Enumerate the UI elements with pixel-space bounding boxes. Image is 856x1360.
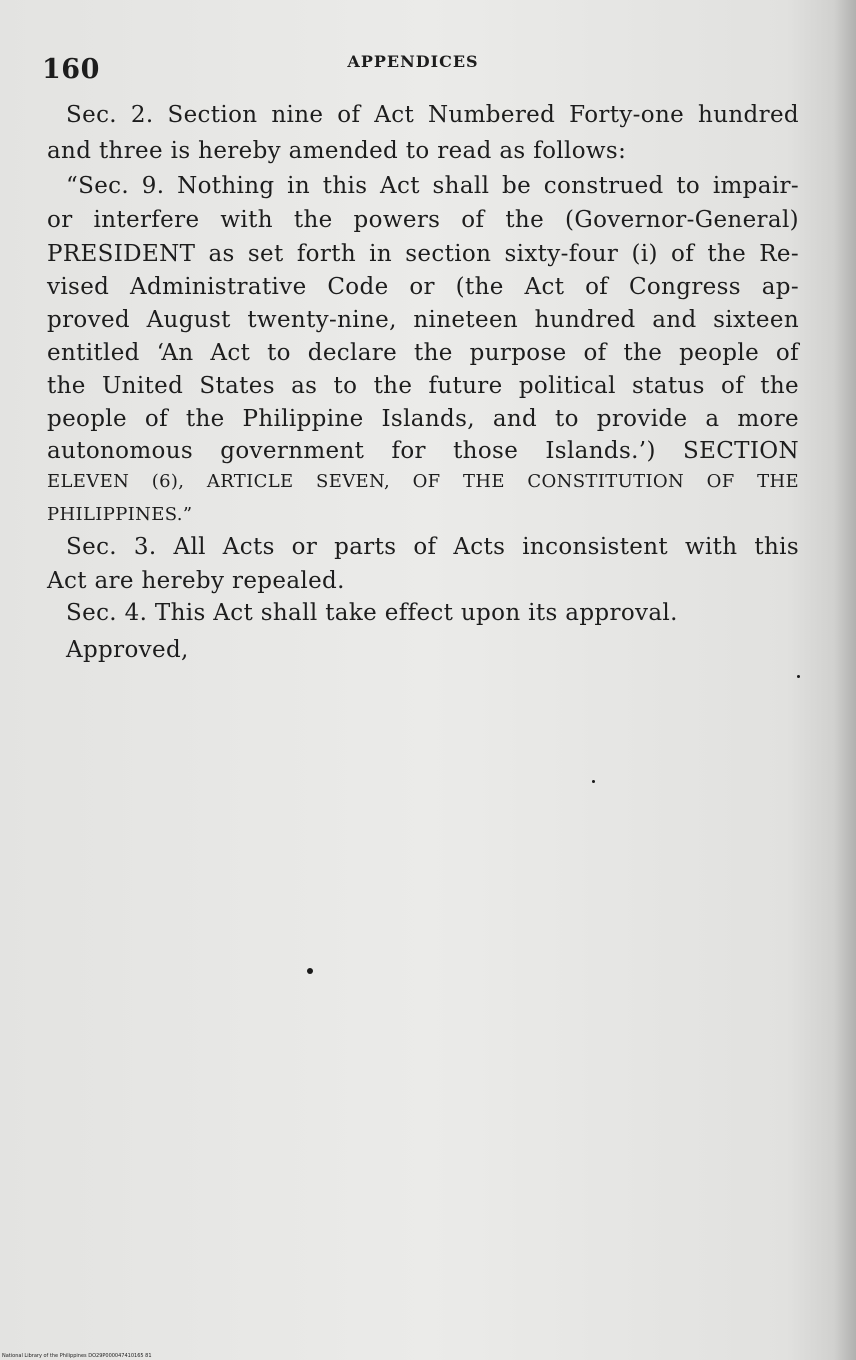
text-line: entitled ‘An Act to declare the purpose of the people of <box>47 340 799 366</box>
text-line: autonomous government for those Islands.’) SECTION <box>47 438 799 464</box>
ink-speck <box>307 968 313 974</box>
ink-speck <box>797 675 800 678</box>
footer-credit: National Library of the Philippines DO29P000047410165 81 <box>2 1353 152 1359</box>
text-line: PHILIPPINES.” <box>47 504 193 525</box>
binding-shadow <box>834 0 856 1360</box>
text-line: or interfere with the powers of the (Governor-General) <box>47 207 799 233</box>
ink-speck <box>592 780 595 783</box>
page-number: 160 <box>42 54 100 85</box>
text-line: proved August twenty-nine, nineteen hundred and sixteen <box>47 307 799 333</box>
text-line: “Sec. 9. Nothing in this Act shall be construed to impair- <box>66 173 799 199</box>
text-line: Sec. 4. This Act shall take effect upon its approval. <box>66 600 678 626</box>
text-line: the United States as to the future political status of the <box>47 373 799 399</box>
text-line: Act are hereby repealed. <box>47 568 345 594</box>
text-line: PRESIDENT as set forth in section sixty-four (i) of the Re- <box>47 241 799 267</box>
text-line: Sec. 3. All Acts or parts of Acts inconsistent with this <box>66 534 799 560</box>
text-line: Sec. 2. Section nine of Act Numbered Forty-one hundred <box>66 102 799 128</box>
text-line: people of the Philippine Islands, and to provide a more <box>47 406 799 432</box>
running-head: APPENDICES <box>347 52 479 71</box>
text-line: ELEVEN (6), ARTICLE SEVEN, OF THE CONSTITUTION OF THE <box>47 471 799 492</box>
text-line: vised Administrative Code or (the Act of Congress ap- <box>47 274 799 300</box>
text-line: Approved, <box>66 637 189 663</box>
text-line: and three is hereby amended to read as follows: <box>47 138 627 164</box>
